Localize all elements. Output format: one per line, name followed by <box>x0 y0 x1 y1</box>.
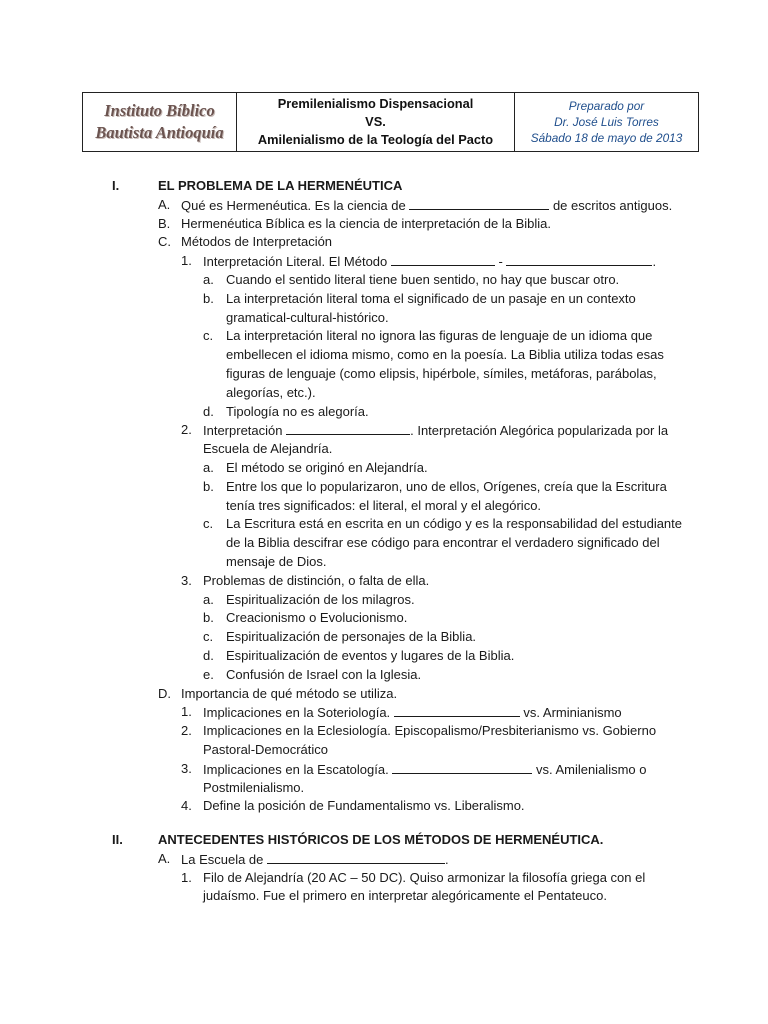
list-item <box>0 850 768 869</box>
list-item <box>0 797 768 816</box>
item-marker: a. <box>203 591 214 607</box>
text-after-blank: . <box>445 851 449 867</box>
list-item-text: embellecen el idioma mismo, como en la poesía. La Biblia utiliza todas esas <box>226 347 664 363</box>
fill-in-blank[interactable] <box>394 703 520 717</box>
item-marker: b. <box>203 610 214 626</box>
list-item-text: El método se originó en Alejandría. <box>226 459 428 475</box>
list-item-text: Filo de Alejandría (20 AC – 50 DC). Quiso armonizar la filosofía griega con el <box>203 869 646 885</box>
section-marker: I. <box>112 178 120 193</box>
text-after-blank: de escritos antiguos. <box>549 197 673 213</box>
list-item <box>0 252 768 271</box>
list-item <box>0 459 768 478</box>
item-marker: 1. <box>181 869 192 885</box>
list-item-continuation <box>0 887 768 906</box>
list-item <box>0 421 768 440</box>
document-title <box>237 93 515 152</box>
list-item <box>0 703 768 722</box>
text-between-blanks: - <box>494 254 507 270</box>
title-line-2: VS. <box>365 114 386 129</box>
author-name: Dr. José Luis Torres <box>554 115 659 129</box>
list-item-continuation <box>0 741 768 760</box>
item-marker: 3. <box>181 572 192 588</box>
section-heading <box>0 831 768 850</box>
item-marker: a. <box>203 271 214 287</box>
list-item-text: Problemas de distinción, o falta de ella. <box>203 572 430 588</box>
item-marker: b. <box>203 290 214 306</box>
list-item-text: La Escritura está en escrita en un código y es la responsabilidad del estudiante <box>226 516 683 532</box>
title-line-3: Amilenialismo de la Teología del Pacto <box>257 132 494 147</box>
item-marker: 2. <box>181 422 192 438</box>
logo-line-1: Instituto Bíblico <box>104 101 215 120</box>
list-item <box>0 609 768 628</box>
text-before-blank: La Escuela de <box>181 851 268 867</box>
list-item <box>0 647 768 666</box>
prepared-label: Preparado por <box>568 99 645 113</box>
text-before-blank: Interpretación Literal. El Método <box>203 254 391 270</box>
fill-in-blank[interactable] <box>391 252 495 266</box>
list-item <box>0 685 768 704</box>
text-after-blank: . Interpretación Alegórica popularizada por la <box>410 423 669 439</box>
list-item-text: Hermenéutica Bíblica es la ciencia de interpretación de la Biblia. <box>181 215 551 231</box>
list-item-text: Espiritualización de eventos y lugares de la Biblia. <box>226 647 515 663</box>
fill-in-blank[interactable] <box>392 760 532 774</box>
list-item-text <box>203 421 668 441</box>
list-item-text: Postmilenialismo. <box>203 779 305 795</box>
item-marker: 1. <box>181 704 192 720</box>
document-outline <box>0 177 768 906</box>
list-item-text: figuras de lenguaje (como elipsis, hipérbole, símiles, metáforas, parábolas, <box>226 365 657 381</box>
list-item-text: Importancia de qué método se utiliza. <box>181 685 398 701</box>
list-item-text: Espiritualización de los milagros. <box>226 591 415 607</box>
list-item <box>0 515 768 534</box>
list-item <box>0 215 768 234</box>
list-item-text: Pastoral-Democrático <box>203 741 328 757</box>
list-item-continuation <box>0 384 768 403</box>
fill-in-blank[interactable] <box>286 421 410 435</box>
list-item-text <box>203 252 656 272</box>
item-marker: B. <box>158 215 171 231</box>
logo-line-2: Bautista Antioquía <box>95 123 224 142</box>
item-marker: 3. <box>181 760 192 776</box>
item-marker: A. <box>158 196 171 212</box>
list-item-continuation <box>0 534 768 553</box>
list-item-text: Escuela de Alejandría. <box>203 441 333 457</box>
list-item <box>0 233 768 252</box>
text-before-blank: Implicaciones en la Soteriología. <box>203 705 394 721</box>
text-before-blank: Interpretación <box>203 423 287 439</box>
list-item-continuation <box>0 779 768 798</box>
fill-in-blank[interactable] <box>267 850 445 864</box>
list-item-continuation <box>0 309 768 328</box>
list-item <box>0 403 768 422</box>
text-before-blank: Implicaciones en la Escatología. <box>203 761 393 777</box>
item-marker: c. <box>203 629 214 645</box>
text-after-blank: vs. Amilenialismo o <box>532 761 647 777</box>
list-item <box>0 869 768 888</box>
list-item-continuation <box>0 346 768 365</box>
list-item-text: Confusión de Israel con la Iglesia. <box>226 666 422 682</box>
list-item <box>0 572 768 591</box>
list-item-text: gramatical-cultural-histórico. <box>226 309 389 325</box>
section-heading <box>0 177 768 196</box>
list-item-text: Define la posición de Fundamentalismo vs. Liberalismo. <box>203 798 525 814</box>
item-marker: 2. <box>181 723 192 739</box>
list-item <box>0 591 768 610</box>
list-item-text: Cuando el sentido literal tiene buen sentido, no hay que buscar otro. <box>226 271 620 287</box>
institute-logo <box>83 93 237 152</box>
section-spacer <box>0 816 768 831</box>
item-marker: c. <box>203 516 214 532</box>
list-item <box>0 722 768 741</box>
list-item-text <box>181 850 449 870</box>
list-item-text: La interpretación literal toma el significado de un pasaje en un contexto <box>226 290 636 306</box>
list-item-continuation <box>0 440 768 459</box>
section-title: ANTECEDENTES HISTÓRICOS DE LOS MÉTODOS DE HERMENÉUTICA. <box>158 832 604 848</box>
item-marker: 4. <box>181 798 192 814</box>
item-marker: A. <box>158 850 171 866</box>
text-after-blank: vs. Arminianismo <box>519 705 622 721</box>
item-marker: C. <box>158 234 171 250</box>
list-item-text: Métodos de Interpretación <box>181 234 333 250</box>
list-item-text <box>181 196 672 216</box>
item-marker: D. <box>158 685 171 701</box>
list-item-text: Creacionismo o Evolucionismo. <box>226 610 408 626</box>
fill-in-blank[interactable] <box>506 252 652 266</box>
prepared-by-block <box>515 93 699 152</box>
list-item-text: Espiritualización de personajes de la Biblia. <box>226 629 477 645</box>
list-item-text: tenía tres significados: el literal, el moral y el alegórico. <box>226 497 542 513</box>
text-before-blank: Qué es Hermenéutica. Es la ciencia de <box>181 197 410 213</box>
list-item <box>0 666 768 685</box>
list-item <box>0 478 768 497</box>
item-marker: 1. <box>181 253 192 269</box>
list-item <box>0 327 768 346</box>
item-marker: e. <box>203 666 214 682</box>
title-line-1: Premilenialismo Dispensacional <box>277 96 474 111</box>
list-item-text: Implicaciones en la Eclesiología. Episcopalismo/Presbiterianismo vs. Gobierno <box>203 723 657 739</box>
list-item <box>0 290 768 309</box>
list-item <box>0 628 768 647</box>
list-item-text: alegorías, etc.). <box>226 384 316 400</box>
item-marker: d. <box>203 647 214 663</box>
fill-in-blank[interactable] <box>409 196 549 210</box>
list-item-text <box>203 760 646 780</box>
list-item-continuation <box>0 365 768 384</box>
item-marker: a. <box>203 459 214 475</box>
list-item-text: La interpretación literal no ignora las figuras de lenguaje de un idioma que <box>226 328 653 344</box>
item-marker: b. <box>203 478 214 494</box>
section-title: EL PROBLEMA DE LA HERMENÉUTICA <box>158 178 403 193</box>
list-item <box>0 196 768 215</box>
list-item-continuation <box>0 497 768 516</box>
text-after-blank: . <box>652 254 657 270</box>
item-marker: c. <box>203 328 214 344</box>
item-marker: d. <box>203 403 214 419</box>
list-item-text: judaísmo. Fue el primero en interpretar alegóricamente el Pentateuco. <box>203 888 607 904</box>
list-item <box>0 760 768 779</box>
list-item <box>0 271 768 290</box>
list-item-continuation <box>0 553 768 572</box>
list-item-text: mensaje de Dios. <box>226 553 327 569</box>
section-marker: II. <box>112 832 123 848</box>
list-item-text: de la Biblia descifrar ese código para encontrar el verdadero significado del <box>226 535 660 551</box>
list-item-text <box>203 703 622 723</box>
document-date: Sábado 18 de mayo de 2013 <box>530 131 683 145</box>
document-header <box>82 92 699 152</box>
list-item-text: Tipología no es alegoría. <box>226 403 369 419</box>
list-item-text: Entre los que lo popularizaron, uno de ellos, Orígenes, creía que la Escritura <box>226 478 667 494</box>
